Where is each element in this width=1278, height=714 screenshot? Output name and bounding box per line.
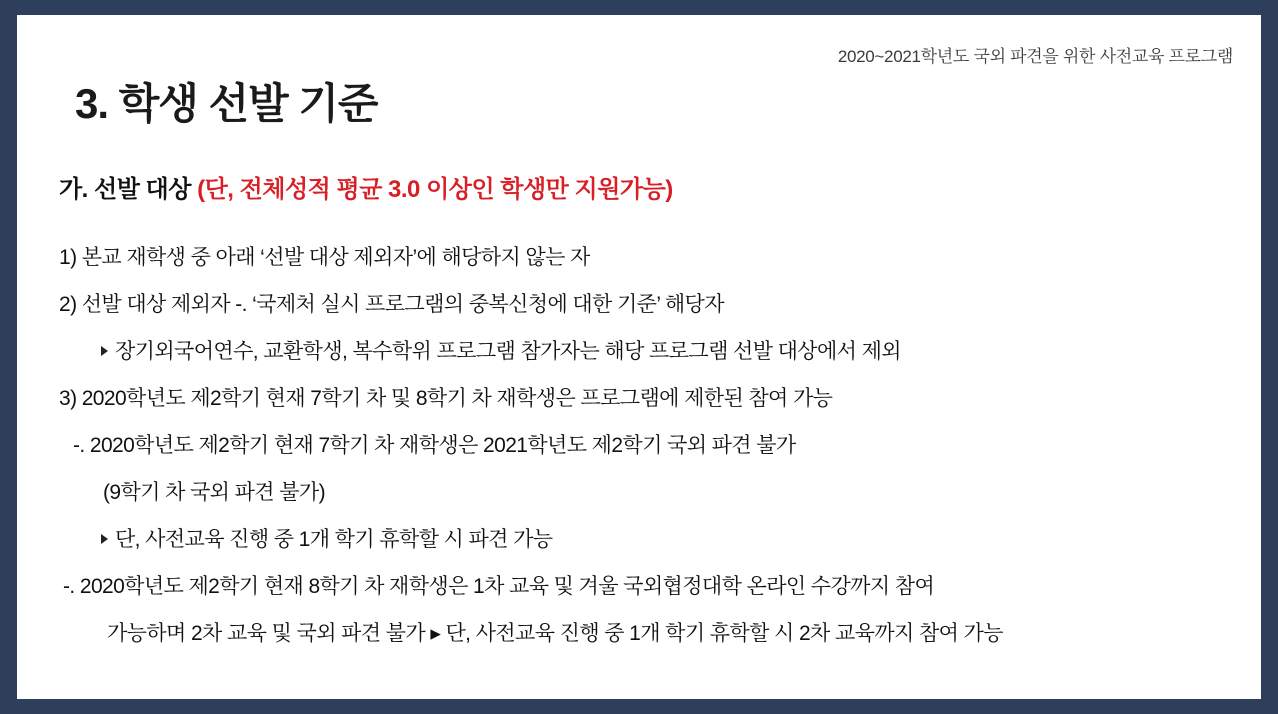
page-title: 3. 학생 선발 기준 bbox=[75, 80, 378, 127]
triangle-bullet-icon bbox=[101, 346, 108, 356]
section-heading-label: 가. 선발 대상 bbox=[59, 176, 198, 203]
list-item: 가능하며 2차 교육 및 국외 파견 불가 ▸ 단, 사전교육 진행 중 1개 학기 휴학할 시 2차 교육까지 참여 가능 bbox=[107, 622, 1003, 645]
list-item-label: 장기외국어연수, 교환학생, 복수학위 프로그램 참가자는 해당 프로그램 선발 대상에서 제외 bbox=[115, 340, 901, 363]
list-item bbox=[101, 341, 1239, 362]
list-item: -. 2020학년도 제2학기 현재 7학기 차 재학생은 2021학년도 제2학기 국외 파견 불가 bbox=[73, 434, 796, 457]
list-item: -. 2020학년도 제2학기 현재 8학기 차 재학생은 1차 교육 및 겨울 국외협정대학 온라인 수강까지 참여 bbox=[63, 575, 935, 598]
body-content bbox=[59, 233, 1239, 644]
section-heading-accent: (단, 전체성적 평균 3.0 이상인 학생만 지원가능) bbox=[197, 176, 673, 203]
slide bbox=[17, 15, 1261, 699]
header-note: 2020~2021학년도 국외 파견을 위한 사전교육 프로그램 bbox=[837, 47, 1233, 66]
list-item: 2) 선발 대상 제외자 -. ‘국제처 실시 프로그램의 중복신청에 대한 기준’ 해당자 bbox=[59, 293, 724, 316]
triangle-bullet-icon bbox=[101, 534, 108, 544]
list-item-label: 단, 사전교육 진행 중 1개 학기 휴학할 시 파견 가능 bbox=[115, 528, 553, 551]
list-item: 1) 본교 재학생 중 아래 ‘선발 대상 제외자’에 해당하지 않는 자 bbox=[59, 246, 590, 269]
list-item bbox=[101, 529, 1239, 550]
list-item: (9학기 차 국외 파견 불가) bbox=[103, 481, 325, 504]
section-heading bbox=[59, 169, 673, 204]
list-item: 3) 2020학년도 제2학기 현재 7학기 차 및 8학기 차 재학생은 프로그램에 제한된 참여 가능 bbox=[59, 387, 833, 410]
